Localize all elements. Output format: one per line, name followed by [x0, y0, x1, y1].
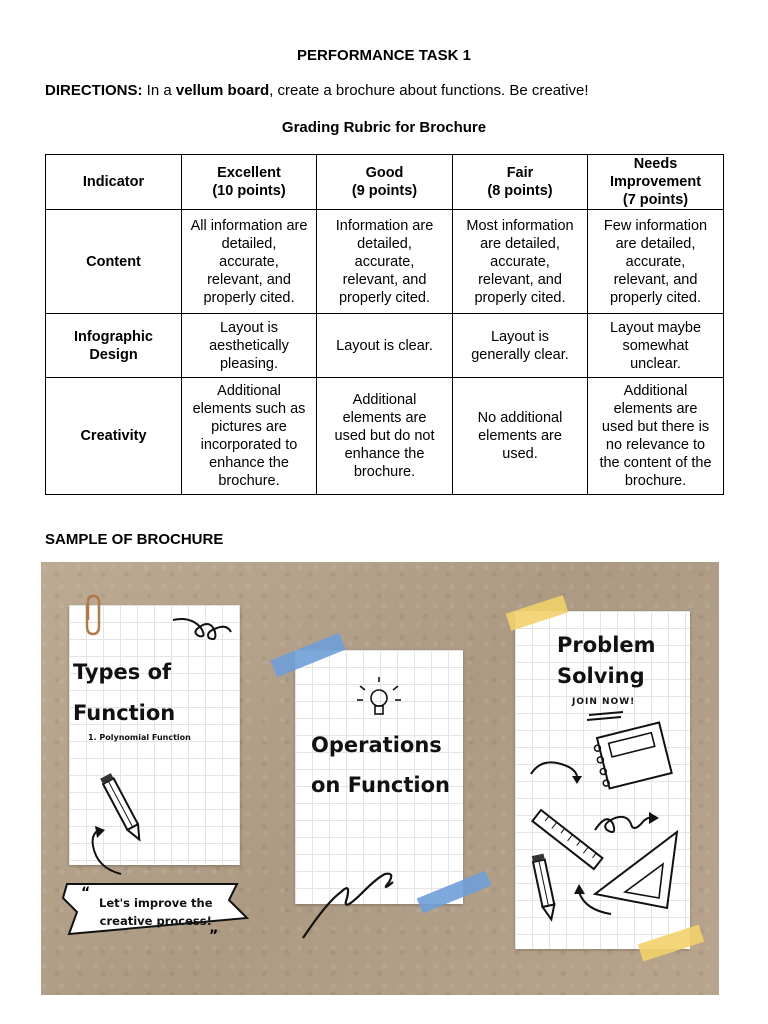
cell-content-good: Information are detailed, accurate, relevant, and properly cited. — [317, 210, 453, 314]
header-fair: Fair (8 points) — [453, 155, 588, 210]
cell-creativity-good: Additional elements are used but do not enhance the brochure. — [317, 378, 453, 495]
brochure-sample-image — [41, 562, 719, 995]
indicator-infographic-design: Infographic Design — [46, 314, 182, 378]
rubric-header-row — [46, 155, 724, 210]
page-title: PERFORMANCE TASK 1 — [297, 47, 471, 64]
header-good: Good (9 points) — [317, 155, 453, 210]
squiggle-icon — [173, 619, 231, 639]
rubric-row-infographic-design — [46, 314, 724, 378]
cell-content-excellent: All information are detailed, accurate, relevant, and properly cited. — [182, 210, 317, 314]
cell-content-needs-improvement: Few information are detailed, accurate, relevant, and properly cited. — [588, 210, 724, 314]
cell-design-needs-improvement: Layout maybe somewhat unclear. — [588, 314, 724, 378]
cell-creativity-needs-improvement: Additional elements are used but there is no relevance to the content of the brochure. — [588, 378, 724, 495]
sample-title: SAMPLE OF BROCHURE — [45, 531, 224, 548]
panel1-item: 1. Polynomial Function — [88, 733, 191, 742]
set-square-icon — [595, 832, 677, 908]
panel1-title: Types of Function — [73, 660, 176, 725]
cell-creativity-excellent: Additional elements such as pictures are incorporated to enhance the brochure. — [182, 378, 317, 495]
rubric-title: Grading Rubric for Brochure — [281, 119, 487, 136]
rubric-row-creativity — [46, 378, 724, 495]
squiggle-icon-3 — [595, 817, 653, 832]
banner-text: Let's improve the creative process! — [99, 896, 213, 928]
directions-post: , create a brochure about functions. Be creative! — [269, 82, 589, 99]
cell-content-fair: Most information are detailed, accurate, relevant, and properly cited. — [453, 210, 588, 314]
directions-pre: In a — [142, 82, 176, 99]
rubric-row-content — [46, 210, 724, 314]
panel2-title: Operations on Function — [311, 733, 450, 797]
panel3-cta: JOIN NOW! — [572, 697, 636, 707]
panel3-title: Problem Solving — [557, 633, 656, 688]
squiggle-icon-2 — [303, 874, 393, 938]
directions-material: vellum board — [175, 82, 270, 99]
washi-tape-blue — [270, 633, 345, 677]
lightbulb-icon — [357, 677, 401, 714]
washi-tape-yellow — [506, 595, 569, 631]
washi-tape-yellow-2 — [638, 925, 704, 962]
svg-text:”: ” — [209, 928, 219, 944]
directions — [45, 82, 589, 99]
pencil-icon-2 — [532, 854, 557, 921]
header-needs-improvement: Needs Improvement (7 points) — [588, 155, 724, 210]
cell-design-good: Layout is clear. — [317, 314, 453, 378]
indicator-content: Content — [46, 210, 182, 314]
notebook-icon — [592, 723, 672, 790]
cell-design-fair: Layout is generally clear. — [453, 314, 588, 378]
arrow-icon-2 — [531, 762, 577, 776]
grading-rubric-table — [45, 154, 724, 495]
svg-text:“: “ — [81, 885, 91, 901]
paperclip-icon — [87, 596, 99, 634]
header-excellent: Excellent (10 points) — [182, 155, 317, 210]
washi-tape-blue-2 — [417, 871, 492, 914]
directions-label: DIRECTIONS: — [45, 82, 143, 99]
cell-creativity-fair: No additional elements are used. — [453, 378, 588, 495]
header-indicator: Indicator — [46, 155, 182, 210]
pencil-icon — [100, 773, 144, 842]
cell-design-excellent: Layout is aesthetically pleasing. — [182, 314, 317, 378]
indicator-creativity: Creativity — [46, 378, 182, 495]
